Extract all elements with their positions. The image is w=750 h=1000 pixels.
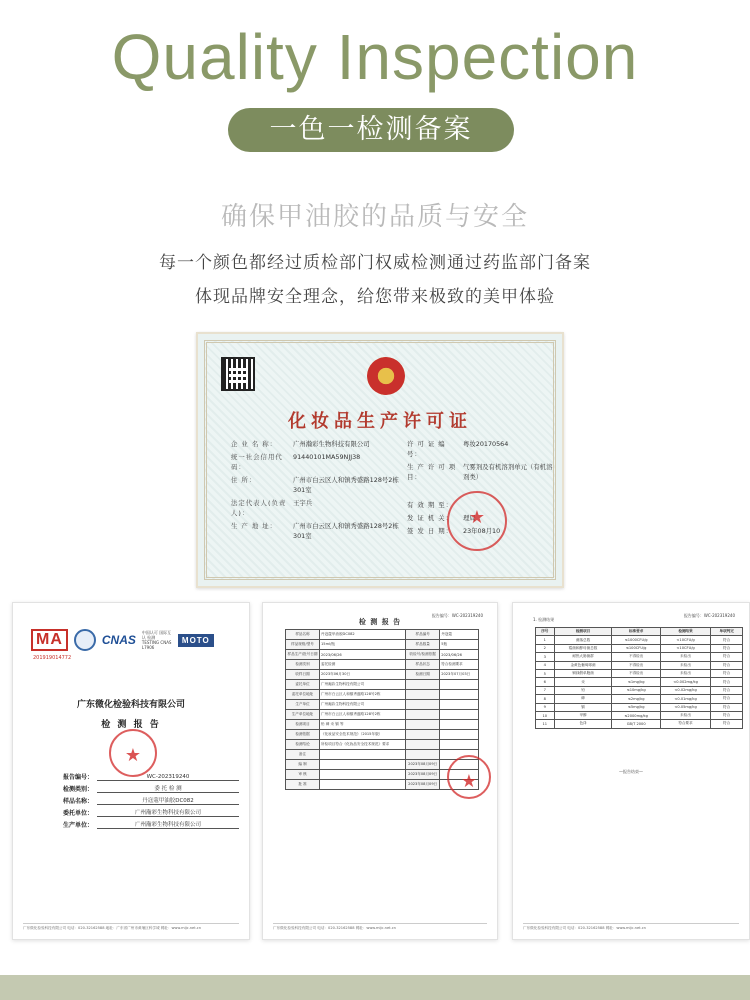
table-cell: 未检出 <box>660 661 710 669</box>
qr-code-icon <box>221 357 255 391</box>
table-cell: 金黄色葡萄球菌 <box>554 661 612 669</box>
table-cell: 备注 <box>286 750 320 760</box>
moto-logo: MOTO <box>178 634 214 647</box>
table-cell <box>440 700 479 710</box>
table-cell: 符合 <box>711 669 743 677</box>
table-cell: 未检出 <box>660 669 710 677</box>
table-cell: 5瓶 <box>440 640 479 650</box>
table-cell: 2023/06/26 <box>440 650 479 660</box>
table-cell <box>320 770 406 780</box>
table-cell: <10CFU/g <box>660 636 710 644</box>
table-cell: <0.05mg/kg <box>660 703 710 711</box>
license-field: 企 业 名 称： 广州瀚彩生物科技有限公司 <box>231 440 370 448</box>
cma-logo: MA <box>31 629 68 651</box>
table-cell: <0.02mg/kg <box>660 686 710 694</box>
license-field: 许 可 证 编 号： 粤妆20170564 <box>407 440 509 458</box>
table-cell: ≤2000mg/kg <box>612 711 660 719</box>
table-cell: 委托单位 <box>286 680 320 690</box>
table-cell <box>440 710 479 720</box>
table-cell: 汞 <box>554 678 612 686</box>
table-cell: 符合检测要求 <box>440 660 479 670</box>
column-header: 序号 <box>536 628 555 636</box>
table-cell: 8 <box>536 695 555 703</box>
cover-field: 报告编号： WC-202319240 <box>63 769 239 781</box>
table-cell: ≤100CFU/g <box>612 644 660 652</box>
table-cell: 铅 <box>554 686 612 694</box>
table-cell <box>440 680 479 690</box>
table-cell: ≤1mg/kg <box>612 678 660 686</box>
table-cell: 未检出 <box>660 653 710 661</box>
table-cell: 9 <box>536 703 555 711</box>
table-cell <box>406 710 440 720</box>
table-cell <box>406 750 440 760</box>
license-field: 统一社会信用代码： 91440101MA59NJJ38 <box>231 453 361 471</box>
table-cell: 样品状态 <box>406 660 440 670</box>
license-border <box>204 340 556 580</box>
table-row <box>286 730 479 740</box>
report-end-marker: —报告结束— <box>619 769 643 774</box>
table-cell: 广州市白云区人和镇秀盛路128号2栋 <box>320 710 406 720</box>
license-field: 签 发 日 期： 23年08月10 <box>407 527 501 535</box>
table-cell: 2023/06/26 <box>320 650 406 660</box>
production-license-certificate <box>196 332 564 588</box>
table-cell: 检测结论 <box>286 740 320 750</box>
table-cell: 丹寇蔻 <box>440 630 479 640</box>
bottom-decoration-bar <box>0 975 750 1000</box>
table-cell: 收样日期 <box>286 670 320 680</box>
table-cell: 耐热大肠菌群 <box>554 653 612 661</box>
table-cell: 检测依据 <box>286 730 320 740</box>
table-cell <box>320 750 406 760</box>
table-cell: 符合 <box>711 711 743 719</box>
table-row <box>536 669 743 677</box>
results-table <box>535 627 743 729</box>
table-row <box>536 695 743 703</box>
report-title: 检 测 报 告 <box>101 720 161 730</box>
table-cell: 符合 <box>711 644 743 652</box>
table-cell: 批 准 <box>286 780 320 790</box>
table-cell: 霉菌和酵母菌总数 <box>554 644 612 652</box>
license-field: 生 产 许 可 项 目： 气雾剂及有机溶剂单元（有机溶剂类） <box>407 463 553 481</box>
table-cell: 6 <box>536 678 555 686</box>
lab-company-name: 广东微化检验科技有限公司 <box>76 700 185 710</box>
table-row <box>286 720 479 730</box>
table-cell: 砷 <box>554 695 612 703</box>
table-row <box>286 630 479 640</box>
table-cell: ≤5mg/kg <box>612 703 660 711</box>
table-cell: 生产单位地址 <box>286 710 320 720</box>
table-cell: 符合 <box>711 661 743 669</box>
license-field: 住 所： 广州市白云区人和镇秀盛路128号2栋301室 <box>231 476 399 494</box>
table-cell: ≤1000CFU/g <box>612 636 660 644</box>
table-row <box>536 678 743 686</box>
table-cell: 不得检出 <box>612 661 660 669</box>
table-cell: 符合 <box>711 686 743 694</box>
accreditation-text: 中国认可 国际互认 检测 TESTING CNAS L7906 <box>141 630 172 650</box>
column-header: 标准要求 <box>612 628 660 636</box>
column-header: 检测结果 <box>660 628 710 636</box>
column-header: 检测项目 <box>554 628 612 636</box>
table-cell: <0.01mg/kg <box>660 695 710 703</box>
table-cell: 符合 <box>711 653 743 661</box>
table-header-row <box>536 628 743 636</box>
cover-field: 生产单位： 广州瀚彩生物科技有限公司 <box>63 817 239 829</box>
table-cell: 2 <box>536 644 555 652</box>
table-cell: 符合 <box>711 678 743 686</box>
results-heading: 1. 检测结果 <box>533 617 555 622</box>
table-cell: 铅 砷 汞 镉 等 <box>320 720 406 730</box>
table-cell: 符合 <box>711 695 743 703</box>
national-emblem-icon <box>367 357 405 395</box>
table-cell: 检测项目 <box>286 720 320 730</box>
page-footer: 广东微化检验科技有限公司 电话：020-32162588 网址：www.mijc.net.cn <box>523 923 739 931</box>
page-title: Quality Inspection <box>111 21 639 93</box>
table-cell: 收检号/检测依据 <box>406 650 440 660</box>
table-cell: 2023年08月09日 <box>406 780 440 790</box>
subtitle: 确保甲油胶的品质与安全 <box>220 202 529 232</box>
table-cell: <0.002mg/kg <box>660 678 710 686</box>
table-cell: 委托单位地址 <box>286 690 320 700</box>
table-cell: 编 制 <box>286 760 320 770</box>
table-cell: 委托检测 <box>320 660 406 670</box>
table-cell: 未检出 <box>660 711 710 719</box>
license-left-fields <box>231 439 401 544</box>
table-cell <box>320 760 406 770</box>
lab-seal-icon <box>447 755 491 799</box>
table-cell: 样品名称 <box>286 630 320 640</box>
table-cell <box>320 780 406 790</box>
table-cell <box>406 740 440 750</box>
page-footer: 广东微化检验科技有限公司 电话：020-32162588 地址：广东省广州市黄埔区科学城 网址：www.mijc.net.cn <box>23 923 239 931</box>
table-row <box>286 750 479 760</box>
table-cell: 4 <box>536 661 555 669</box>
table-cell: 广州瀚彩生物科技有限公司 <box>320 680 406 690</box>
cma-number: 201919014772 <box>33 655 72 661</box>
official-seal-icon <box>447 491 507 551</box>
table-cell: GB/T 2000 <box>612 720 660 728</box>
table-cell: 7 <box>536 686 555 694</box>
cover-field: 样品名称： 丹寇蔻甲油胶DC082 <box>63 793 239 805</box>
table-cell: 11 <box>536 720 555 728</box>
table-cell: ≤2mg/kg <box>612 695 660 703</box>
table-row <box>536 686 743 694</box>
table-cell: 样品规格/型号 <box>286 640 320 650</box>
table-row <box>536 636 743 644</box>
table-row <box>536 720 743 728</box>
table-cell: 检测类别 <box>286 660 320 670</box>
table-cell: 1 <box>536 636 555 644</box>
table-cell: 符合 <box>711 703 743 711</box>
table-row <box>536 653 743 661</box>
table-cell: 符合要求 <box>660 720 710 728</box>
table-row <box>536 711 743 719</box>
table-row <box>286 700 479 710</box>
table-cell: 符合 <box>711 720 743 728</box>
table-cell <box>440 740 479 750</box>
report-title: 检 测 报 告 <box>358 618 402 626</box>
table-cell <box>440 690 479 700</box>
report-results-page <box>512 602 750 940</box>
page-footer: 广东微化检验科技有限公司 电话：020-32162588 网址：www.mijc.net.cn <box>273 923 487 931</box>
table-cell: 5 <box>536 669 555 677</box>
cnas-logo: CNAS <box>101 633 136 647</box>
table-row <box>536 703 743 711</box>
description-line-2: 体现品牌安全理念，给您带来极致的美甲体验 <box>195 287 555 307</box>
license-title: 化妆品生产许可证 <box>288 411 472 432</box>
ilac-logo-icon <box>74 629 96 651</box>
table-row <box>286 650 479 660</box>
license-field: 发 证 机 关： 理局 <box>407 514 476 522</box>
table-row <box>286 670 479 680</box>
section-pill: 一色一检测备案 <box>228 108 514 152</box>
table-cell: 2023年06月30日 <box>320 670 406 680</box>
table-cell: 铜绿假单胞菌 <box>554 669 612 677</box>
table-cell: 所检项目符合《化妆品安全技术规范》要求 <box>320 740 406 750</box>
table-row <box>286 680 479 690</box>
table-cell: ≤10mg/kg <box>612 686 660 694</box>
table-row <box>286 640 479 650</box>
table-cell: 不得检出 <box>612 669 660 677</box>
table-cell: 符合 <box>711 636 743 644</box>
table-cell: 15ml/瓶 <box>320 640 406 650</box>
table-cell: 镉 <box>554 703 612 711</box>
table-cell <box>406 680 440 690</box>
report-cover-fields <box>63 769 239 829</box>
table-cell: 甲醇 <box>554 711 612 719</box>
table-cell: 菌落总数 <box>554 636 612 644</box>
table-cell <box>440 720 479 730</box>
table-row <box>286 690 479 700</box>
table-cell: 丹寇蔻甲油胶DC082 <box>320 630 406 640</box>
table-row <box>286 740 479 750</box>
table-row <box>536 661 743 669</box>
license-field: 法定代表人(负责人)： 王宇兵 <box>231 499 313 517</box>
license-field: 有 效 期 至： <box>407 501 454 509</box>
report-number: 报告编号：WC-202319240 <box>431 613 483 618</box>
table-cell: 3 <box>536 653 555 661</box>
table-cell <box>406 700 440 710</box>
table-cell: 广州瀚彩生物科技有限公司 <box>320 700 406 710</box>
table-cell: 2023年08月09日 <box>406 760 440 770</box>
table-row <box>286 710 479 720</box>
table-cell: 生产单位 <box>286 700 320 710</box>
table-cell: 色泽 <box>554 720 612 728</box>
license-field: 生 产 地 址： 广州市白云区人和镇秀盛路128号2栋301室 <box>231 522 399 540</box>
table-cell: 2023年08月09日 <box>406 770 440 780</box>
table-cell: 10 <box>536 711 555 719</box>
report-number: 报告编号：WC-202319240 <box>683 613 735 618</box>
table-cell <box>406 730 440 740</box>
cover-field: 委托单位： 广州瀚彩生物科技有限公司 <box>63 805 239 817</box>
table-cell <box>406 720 440 730</box>
report-info-page <box>262 602 498 940</box>
report-cover-page <box>12 602 250 940</box>
table-cell: 样品编号 <box>406 630 440 640</box>
description-line-1: 每一个颜色都经过质检部门权威检测通过药监部门备案 <box>159 253 591 273</box>
column-header: 单项判定 <box>711 628 743 636</box>
certification-logos <box>31 627 239 653</box>
table-row <box>536 644 743 652</box>
table-cell: 《化妆品安全技术规范》（2015年版） <box>320 730 406 740</box>
table-cell: 审 核 <box>286 770 320 780</box>
table-cell <box>440 730 479 740</box>
table-cell: 广州市白云区人和镇秀盛路128号2栋 <box>320 690 406 700</box>
table-row <box>286 660 479 670</box>
table-cell: 不得检出 <box>612 653 660 661</box>
table-cell: 样品数量 <box>406 640 440 650</box>
table-cell <box>406 690 440 700</box>
table-cell: 检测日期 <box>406 670 440 680</box>
cover-field: 检测类别： 委 托 检 测 <box>63 781 239 793</box>
table-cell: <10CFU/g <box>660 644 710 652</box>
table-cell: 样品生产/批号日期 <box>286 650 320 660</box>
table-cell: 2023年07月03日 <box>440 670 479 680</box>
